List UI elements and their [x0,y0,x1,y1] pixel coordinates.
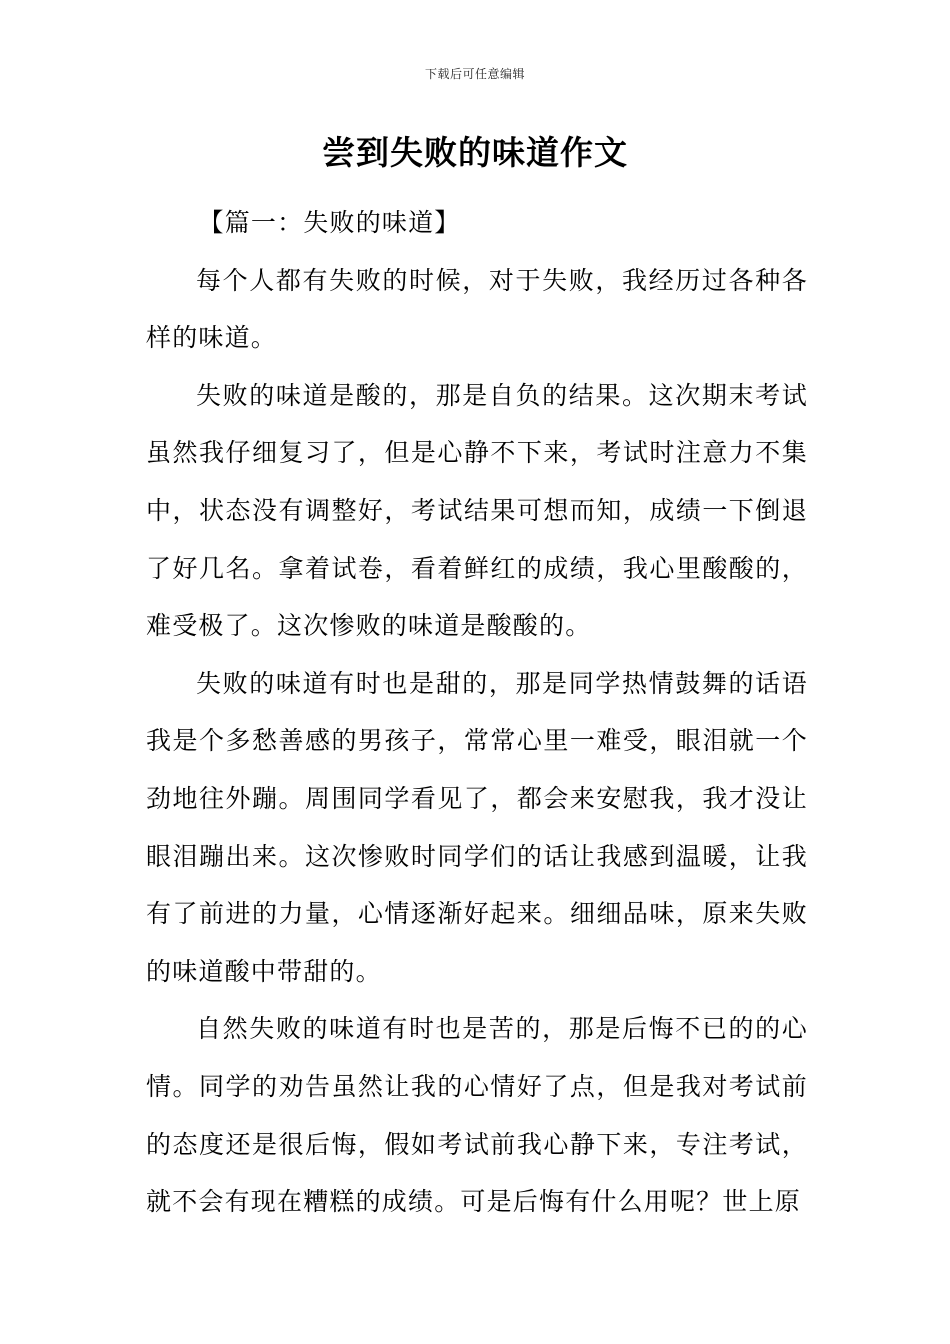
paragraph-1: 每个人都有失败的时候，对于失败，我经历过各种各样的味道。 [146,265,808,353]
header-note: 下载后可任意编辑 [424,67,525,81]
document-body [146,194,808,1231]
paragraph-2: 失败的味道是酸的，那是自负的结果。这次期末考试虽然我仔细复习了，但是心静不下来，考试时注意力不集中，状态没有调整好，考试结果可想而知，成绩一下倒退了好几名。拿着试卷，看着鲜红的成绩，我心里酸酸的，难受极了。这次惨败的味道是酸酸的。 [146,380,808,641]
paragraph-4: 自然失败的味道有时也是苦的，那是后悔不已的的心情。同学的劝告虽然让我的心情好了点，但是我对考试前的态度还是很后悔，假如考试前我心静下来，专注考试，就不会有现在糟糕的成绩。可是后悔有什么用呢？世上原 [146,1014,808,1217]
paragraph-3: 失败的味道有时也是甜的，那是同学热情鼓舞的话语我是个多愁善感的男孩子，常常心里一难受，眼泪就一个劲地往外蹦。周围同学看见了，都会来安慰我，我才没让眼泪蹦出来。这次惨败时同学们的话让我感到温暖，让我有了前进的力量，心情逐渐好起来。细细品味，原来失败的味道酸中带甜的。 [146,668,808,986]
document-title: 尝到失败的味道作文 [322,133,628,172]
section-heading: 【篇一：失败的味道】 [198,208,461,237]
